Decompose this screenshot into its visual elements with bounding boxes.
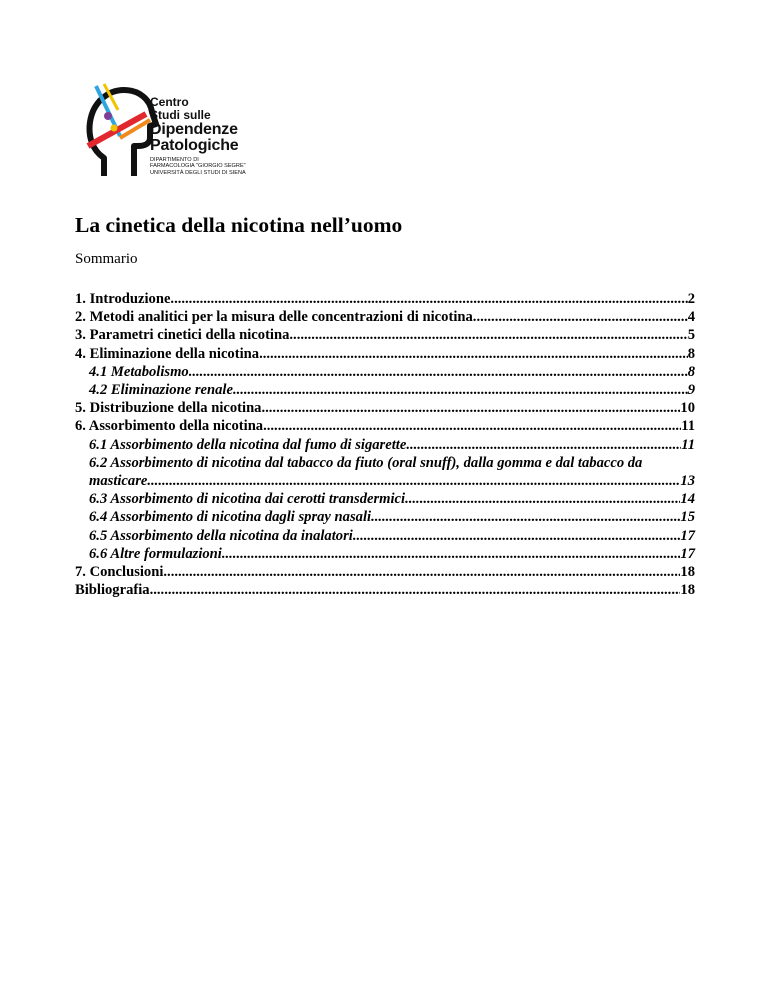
toc-entry-page: 5 xyxy=(687,327,695,344)
toc-entry-label: 1. Introduzione xyxy=(75,291,171,307)
toc-subentry[interactable] xyxy=(75,490,695,508)
logo-yellow-dot xyxy=(111,125,118,132)
toc-entry-label: 4. Eliminazione della nicotina xyxy=(75,345,260,362)
logo-red-bar xyxy=(88,114,146,146)
toc-entry-label: 3. Parametri cinetici della nicotina xyxy=(75,327,290,344)
logo-line-1: Centro xyxy=(150,95,189,109)
toc-entry[interactable] xyxy=(75,308,695,326)
toc-entry-page: 8 xyxy=(687,345,695,362)
toc-entry[interactable] xyxy=(75,399,695,417)
document-title: La cinetica della nicotina nell’uomo xyxy=(75,213,403,237)
toc-entry-label: 7. Conclusioni xyxy=(75,564,164,581)
logo-dept-1: DIPARTIMENTO DI xyxy=(150,157,199,163)
toc-subentry[interactable] xyxy=(75,363,695,381)
toc-entry-label: Bibliografia xyxy=(75,582,150,599)
toc-entry[interactable] xyxy=(75,563,695,581)
toc-subentry[interactable] xyxy=(75,527,695,545)
logo xyxy=(84,76,274,180)
toc-entry-page: 2 xyxy=(687,291,695,307)
toc-entry-page: 15 xyxy=(680,509,695,526)
toc-entry-label: 5. Distribuzione della nicotina xyxy=(75,400,262,417)
toc-entry-page: 4 xyxy=(687,309,695,326)
logo-line-4: Patologiche xyxy=(150,137,239,154)
toc-entry-label: 4.1 Metabolismo xyxy=(89,363,189,380)
toc-entry[interactable] xyxy=(75,326,695,344)
toc-entry-label: 2. Metodi analitici per la misura delle concentrazioni di nicotina xyxy=(75,309,473,326)
logo-dept xyxy=(150,157,246,176)
toc-subentry[interactable] xyxy=(75,436,695,454)
toc-subentry[interactable] xyxy=(75,545,695,563)
logo-line-2: Studi sulle xyxy=(150,108,211,122)
toc-entry-label: 6.3 Assorbimento di nicotina dai cerotti transdermici xyxy=(89,491,406,508)
toc-entry[interactable] xyxy=(75,290,695,308)
logo-dept-3: UNIVERSITÀ DEGLI STUDI DI SIENA xyxy=(150,169,246,176)
table-of-contents xyxy=(75,290,695,599)
toc-subentry[interactable] xyxy=(75,508,695,526)
logo-purple-dot xyxy=(104,112,112,120)
toc-entry-page: 11 xyxy=(681,436,695,453)
logo-text xyxy=(150,96,246,176)
toc-entry-page: 8 xyxy=(687,363,695,380)
toc-entry-page: 13 xyxy=(680,473,695,490)
toc-entry-page: 9 xyxy=(687,382,695,399)
toc-entry-page: 17 xyxy=(680,545,695,562)
summary-label: Sommario xyxy=(75,251,138,267)
toc-entry-page: 10 xyxy=(680,400,695,417)
toc-entry-label: 6.6 Altre formulazioni xyxy=(89,545,222,562)
toc-entry-page: 11 xyxy=(681,418,695,435)
toc-entry-label: 6.1 Assorbimento della nicotina dal fumo di sigarette xyxy=(89,436,407,453)
toc-entry-label: 6.4 Assorbimento di nicotina dagli spray nasali xyxy=(89,509,372,526)
logo-dept-2: FARMACOLOGIA "GIORGIO SEGRE" xyxy=(150,163,246,170)
toc-entry-label: 4.2 Eliminazione renale xyxy=(89,382,233,399)
head-outline xyxy=(90,90,156,176)
toc-entry-label: 6.5 Assorbimento della nicotina da inalatori xyxy=(89,527,353,544)
toc-entry-page: 18 xyxy=(680,564,695,581)
toc-entry-label: 6. Assorbimento della nicotina xyxy=(75,418,264,435)
toc-entry-page: 14 xyxy=(680,491,695,508)
toc-subentry[interactable] xyxy=(75,454,695,490)
toc-subentry[interactable] xyxy=(75,381,695,399)
toc-entry-page: 17 xyxy=(680,527,695,544)
toc-entry[interactable] xyxy=(75,345,695,363)
toc-entry[interactable] xyxy=(75,581,695,599)
logo-line-3: Dipendenze xyxy=(150,121,238,138)
toc-entry[interactable] xyxy=(75,417,695,435)
toc-entry-label-cont: masticare xyxy=(89,473,148,490)
toc-entry-label: 6.2 Assorbimento di nicotina dal tabacco da fiuto (oral snuff), dalla gomma e dal tabacco da xyxy=(89,454,643,471)
toc-entry-page: 18 xyxy=(680,582,695,599)
